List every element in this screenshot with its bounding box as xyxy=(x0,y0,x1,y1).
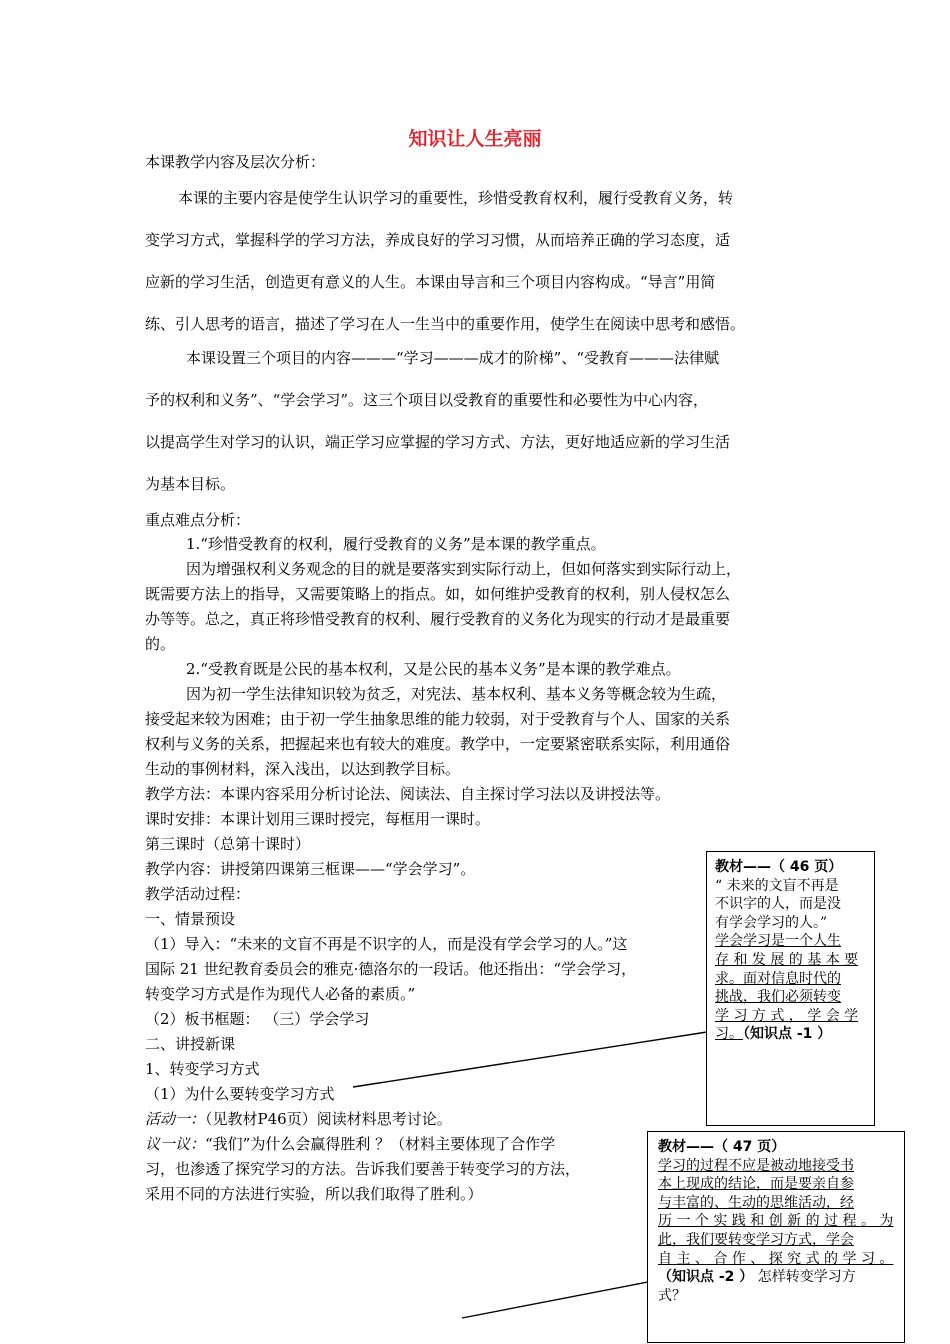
text-line: （1）为什么要转变学习方式 xyxy=(145,1085,335,1103)
callout-line: 学会学习是一个人生 xyxy=(715,933,841,950)
callout-line: 历 一 个 实 践 和 创 新 的 过 程 。 为 xyxy=(658,1213,894,1230)
text-line: 的。 xyxy=(145,635,176,653)
callout1-pointer xyxy=(353,1032,707,1087)
callout-line: 有学会学习的人。” xyxy=(715,914,828,931)
text-line: 练、引人思考的语言，描述了学习在人一生当中的重要作用，使学生在阅读中思考和感悟。 xyxy=(145,315,746,333)
textbook-callout-46 xyxy=(706,851,875,1126)
textbook-callout-47 xyxy=(647,1131,905,1343)
callout1-underlined xyxy=(715,932,868,1025)
callout-line: 学习的过程不应是被动地接受书 xyxy=(658,1157,854,1174)
text-line: 转变学习方式是作为现代人必备的素质。” xyxy=(145,985,416,1003)
text-line: 本课的主要内容是使学生认识学习的重要性，珍惜受教育权利，履行受教育义务，转 xyxy=(178,189,734,207)
text-line: 习，也渗透了探究学习的方法。告诉我们要善于转变学习的方法， xyxy=(145,1160,581,1178)
callout1-last: 习。 xyxy=(715,1026,743,1043)
callout2-question-a: 怎样转变学习方 xyxy=(753,1269,856,1286)
knowledge-point-1: （知识点 -1 ） xyxy=(743,1026,832,1043)
callout2-heading: 教材——（ 47 页） xyxy=(658,1139,786,1155)
text-line: 权利与义务的关系，把握起来也有较大的难度。教学中，一定要紧密联系实际，利用通俗 xyxy=(145,735,731,753)
text-line: 1、转变学习方式 xyxy=(145,1060,260,1078)
text-line: 以提高学生对学习的认识，端正学习应掌握的学习方式、方法，更好地适应新的学习生活 xyxy=(145,433,731,451)
text-line: 活动一：（见教材P46页）阅读材料思考讨论。 xyxy=(145,1110,452,1128)
callout-line: 挑战，我们必须转变 xyxy=(715,989,841,1006)
text-line: 第三课时（总第十课时） xyxy=(145,835,311,853)
text-line: 教学方法：本课内容采用分析讨论法、阅读法、自主探讨学习法以及讲授法等。 xyxy=(145,785,671,803)
text-line: 重点难点分析： xyxy=(145,511,251,529)
text-line: 因为初一学生法律知识较为贫乏，对宪法、基本权利、基本义务等概念较为生疏， xyxy=(186,685,727,703)
text-line: 既需要方法上的指导，又需要策略上的指点。如，如何维护受教育的权利，别人侵权怎么 xyxy=(145,585,731,603)
callout-line: 自 主 、 合 作 、 探 究 式 的 学 习 。 xyxy=(658,1250,894,1267)
text-line: 本课教学内容及层次分析： xyxy=(145,153,326,171)
callout-line: 本上现成的结论，而是要亲自参 xyxy=(658,1176,854,1193)
knowledge-point-2: （知识点 -2 ） xyxy=(658,1269,754,1286)
text-line: 办等等。总之，真正将珍惜受教育的权利、履行受教育的义务化为现实的行动才是最重要 xyxy=(145,610,731,628)
callout2-question-b: 式？ xyxy=(658,1287,686,1304)
callout2-pointer xyxy=(462,1282,648,1318)
text-line: 一、情景预设 xyxy=(145,910,236,928)
callout-line: 不识字的人，而是没 xyxy=(715,896,841,913)
text-line: 因为增强权利义务观念的目的就是要落实到实际行动上，但如何落实到实际行动上， xyxy=(186,560,742,578)
text-line: 为基本目标。 xyxy=(145,475,236,493)
callout2-underlined xyxy=(658,1157,898,1269)
text-line: 二、讲授新课 xyxy=(145,1035,236,1053)
text-line: 议一议：“我们”为什么会赢得胜利 ？（材料主要体现了合作学 xyxy=(145,1135,556,1153)
callout-line: 存 和 发 展 的 基 本 要 xyxy=(715,951,859,968)
text-line: 1.“珍惜受教育的权利，履行受教育的义务”是本课的教学重点。 xyxy=(186,535,606,553)
callout-line: “ 未来的文盲不再是 xyxy=(715,877,839,894)
callout-line: 与丰富的、生动的思维活动，经 xyxy=(658,1194,854,1211)
callout-line: 此，我们要转变学习方式，学会 xyxy=(658,1231,854,1248)
text-line: 教学活动过程： xyxy=(145,885,251,903)
page-title: 知识让人生亮丽 xyxy=(408,128,542,150)
text-line: 2.“受教育既是公民的基本权利，又是公民的基本义务”是本课的教学难点。 xyxy=(186,660,681,678)
text-line: 国际 21 世纪教育委员会的雅克·德洛尔的一段话。他还指出：“学会学习， xyxy=(145,960,637,978)
text-line: 接受起来较为困难；由于初一学生抽象思维的能力较弱，对于受教育与个人、国家的关系 xyxy=(145,710,731,728)
text-line: （1）导入：“未来的文盲不再是不识字的人，而是没有学会学习的人。”这 xyxy=(145,935,628,953)
callout1-quote xyxy=(715,877,868,933)
text-line: 生动的事例材料，深入浅出，以达到教学目标。 xyxy=(145,760,461,778)
text-line: 本课设置三个项目的内容———“学习———成才的阶梯”、“受教育———法律赋 xyxy=(186,349,720,367)
text-line: 采用不同的方法进行实验，所以我们取得了胜利。） xyxy=(145,1185,483,1203)
callout-line: 学 习 方 式 ， 学 会 学 xyxy=(715,1007,859,1024)
text-line: 应新的学习生活，创造更有意义的人生。本课由导言和三个项目内容构成。“导言”用简 xyxy=(145,273,716,291)
text-line: 课时安排：本课计划用三课时授完，每框用一课时。 xyxy=(145,810,491,828)
callout-line: 求。面对信息时代的 xyxy=(715,970,841,987)
text-line: 予的权利和义务”、“学会学习”。这三个项目以受教育的重要性和必要性为中心内容， xyxy=(145,391,709,409)
text-line: 教学内容：讲授第四课第三框课——“学会学习”。 xyxy=(145,860,476,878)
text-line: （2）板书框题： （三）学会学习 xyxy=(145,1010,370,1028)
text-line: 变学习方式，掌握科学的学习方法，养成良好的学习习惯，从而培养正确的学习态度，适 xyxy=(145,231,731,249)
callout1-heading: 教材——（ 46 页） xyxy=(715,859,843,875)
